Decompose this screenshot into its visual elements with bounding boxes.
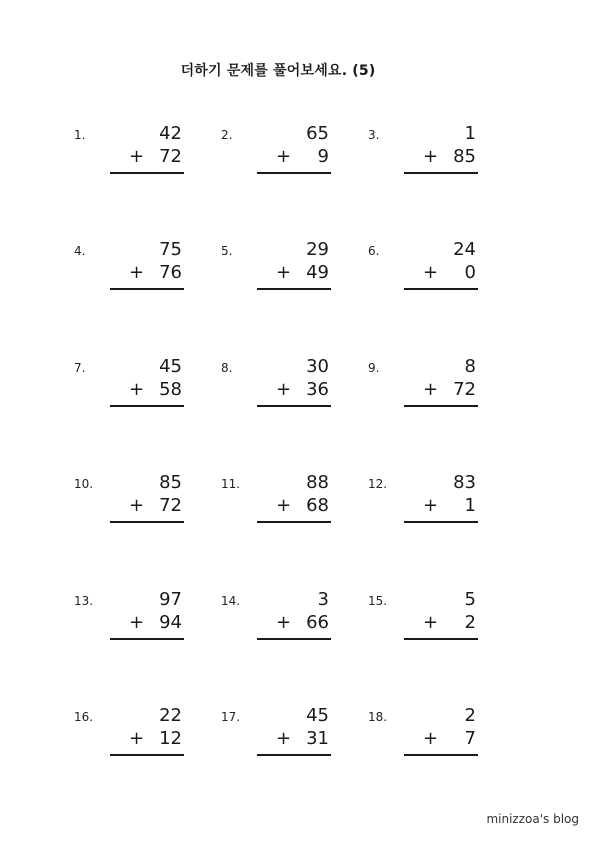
first-addend: 45 bbox=[306, 705, 329, 726]
plus-sign: + bbox=[423, 379, 439, 400]
first-addend: 85 bbox=[159, 472, 182, 493]
plus-sign: + bbox=[276, 379, 292, 400]
problem-number: 7. bbox=[74, 361, 86, 375]
second-addend: 2 bbox=[464, 612, 476, 633]
addition-problem bbox=[221, 239, 341, 302]
answer-line bbox=[110, 754, 184, 756]
problem-number: 12. bbox=[368, 477, 388, 491]
first-addend: 45 bbox=[159, 356, 182, 377]
problem-number: 15. bbox=[368, 594, 388, 608]
first-addend: 5 bbox=[464, 589, 476, 610]
answer-line bbox=[257, 405, 331, 407]
answer-line bbox=[110, 405, 184, 407]
addition-problem bbox=[74, 239, 194, 302]
problem-number: 9. bbox=[368, 361, 380, 375]
plus-sign: + bbox=[129, 262, 145, 283]
addition-problem bbox=[74, 589, 194, 652]
second-addend: 76 bbox=[159, 262, 182, 283]
addition-problem bbox=[221, 589, 341, 652]
second-addend: 36 bbox=[306, 379, 329, 400]
addition-problem bbox=[221, 356, 341, 419]
answer-line bbox=[404, 754, 478, 756]
plus-sign: + bbox=[129, 612, 145, 633]
addition-problem bbox=[368, 239, 488, 302]
second-addend: 94 bbox=[159, 612, 182, 633]
answer-line bbox=[404, 521, 478, 523]
plus-sign: + bbox=[129, 146, 145, 167]
plus-sign: + bbox=[276, 728, 292, 749]
addition-problem bbox=[221, 705, 341, 768]
answer-line bbox=[257, 521, 331, 523]
second-addend: 66 bbox=[306, 612, 329, 633]
problem-number: 6. bbox=[368, 244, 380, 258]
addition-problem bbox=[74, 705, 194, 768]
second-addend: 1 bbox=[464, 495, 476, 516]
first-addend: 3 bbox=[317, 589, 329, 610]
answer-line bbox=[110, 638, 184, 640]
plus-sign: + bbox=[276, 495, 292, 516]
first-addend: 22 bbox=[159, 705, 182, 726]
addition-problem bbox=[368, 472, 488, 535]
first-addend: 65 bbox=[306, 123, 329, 144]
plus-sign: + bbox=[129, 379, 145, 400]
addition-problem bbox=[74, 356, 194, 419]
problem-number: 5. bbox=[221, 244, 233, 258]
plus-sign: + bbox=[423, 728, 439, 749]
addition-problem bbox=[368, 123, 488, 186]
answer-line bbox=[404, 172, 478, 174]
problem-number: 17. bbox=[221, 710, 241, 724]
first-addend: 24 bbox=[453, 239, 476, 260]
first-addend: 83 bbox=[453, 472, 476, 493]
second-addend: 72 bbox=[159, 146, 182, 167]
answer-line bbox=[110, 288, 184, 290]
problem-number: 1. bbox=[74, 128, 86, 142]
worksheet-title: 더하기 문제를 풀어보세요. (5) bbox=[180, 63, 376, 79]
addition-problem bbox=[74, 472, 194, 535]
answer-line bbox=[404, 288, 478, 290]
addition-problem bbox=[74, 123, 194, 186]
problem-number: 14. bbox=[221, 594, 241, 608]
second-addend: 31 bbox=[306, 728, 329, 749]
second-addend: 12 bbox=[159, 728, 182, 749]
problem-number: 8. bbox=[221, 361, 233, 375]
plus-sign: + bbox=[423, 612, 439, 633]
plus-sign: + bbox=[129, 728, 145, 749]
second-addend: 9 bbox=[317, 146, 329, 167]
plus-sign: + bbox=[276, 146, 292, 167]
problem-number: 13. bbox=[74, 594, 94, 608]
first-addend: 42 bbox=[159, 123, 182, 144]
first-addend: 75 bbox=[159, 239, 182, 260]
addition-problem bbox=[221, 472, 341, 535]
problem-number: 11. bbox=[221, 477, 241, 491]
first-addend: 30 bbox=[306, 356, 329, 377]
problem-number: 10. bbox=[74, 477, 94, 491]
blog-credit: minizzoa's blog bbox=[486, 812, 579, 826]
addition-problem bbox=[368, 589, 488, 652]
second-addend: 72 bbox=[453, 379, 476, 400]
first-addend: 29 bbox=[306, 239, 329, 260]
plus-sign: + bbox=[423, 495, 439, 516]
first-addend: 88 bbox=[306, 472, 329, 493]
addition-problem bbox=[368, 705, 488, 768]
second-addend: 0 bbox=[464, 262, 476, 283]
second-addend: 49 bbox=[306, 262, 329, 283]
answer-line bbox=[110, 521, 184, 523]
answer-line bbox=[110, 172, 184, 174]
plus-sign: + bbox=[276, 262, 292, 283]
first-addend: 2 bbox=[464, 705, 476, 726]
problem-number: 4. bbox=[74, 244, 86, 258]
first-addend: 97 bbox=[159, 589, 182, 610]
answer-line bbox=[404, 638, 478, 640]
plus-sign: + bbox=[276, 612, 292, 633]
answer-line bbox=[257, 754, 331, 756]
second-addend: 68 bbox=[306, 495, 329, 516]
problem-number: 3. bbox=[368, 128, 380, 142]
plus-sign: + bbox=[423, 262, 439, 283]
answer-line bbox=[257, 288, 331, 290]
answer-line bbox=[257, 638, 331, 640]
problem-number: 18. bbox=[368, 710, 388, 724]
plus-sign: + bbox=[423, 146, 439, 167]
first-addend: 1 bbox=[464, 123, 476, 144]
answer-line bbox=[404, 405, 478, 407]
second-addend: 72 bbox=[159, 495, 182, 516]
answer-line bbox=[257, 172, 331, 174]
second-addend: 7 bbox=[464, 728, 476, 749]
first-addend: 8 bbox=[464, 356, 476, 377]
addition-problem bbox=[221, 123, 341, 186]
problem-number: 2. bbox=[221, 128, 233, 142]
plus-sign: + bbox=[129, 495, 145, 516]
second-addend: 85 bbox=[453, 146, 476, 167]
problem-number: 16. bbox=[74, 710, 94, 724]
second-addend: 58 bbox=[159, 379, 182, 400]
addition-problem bbox=[368, 356, 488, 419]
